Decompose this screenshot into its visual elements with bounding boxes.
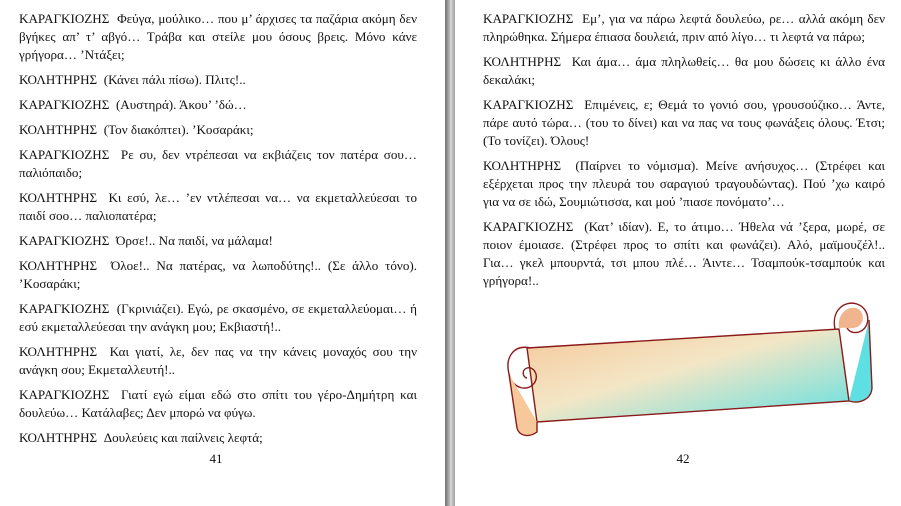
speaker-name: ΚΑΡΑΓΚΙΟΖΗΣ [19,97,110,112]
speaker-name: ΚΑΡΑΓΚΙΟΖΗΣ [19,11,110,26]
page-number: 42 [676,451,690,466]
dialogue-line: Γιατί εγώ είμαι εδώ στο σπίτι του γέρο-Δημήτρη και δουλεύω… Κατάλαβες; Δεν μπορώ να φύγω. [19,387,417,420]
dialogue-paragraph [19,257,417,293]
speaker-name: ΚΑΡΑΓΚΙΟΖΗΣ [19,233,110,248]
right-page-text [483,10,885,297]
speaker-name: ΚΟΛΗΤΗΡΗΣ [483,158,562,173]
dialogue-paragraph [483,10,885,46]
dialogue-line: (Κατ’ ιδίαν). Ε, το άτιμο… Ήθελα νά ’ξερα, μωρέ, σε ποιον έμοιασε. (Στρέφει προς το σπίτι και φωνάζει). Αλό, μαϊμουζέλ!.. Για… γκελ μπουρντά, τσι μπου πλέ… Άιντε… Τσαμπούκ-τσαμπούκ και γρήγορα!.. [483,219,885,288]
dialogue-line: Εμ’, για να πάρω λεφτά δουλεύω, ρε… αλλά ακόμη δεν πληρώθηκα. Σήμερα έπιασα δουλειά, πριν από λίγο… τι λεφτά να πάρω; [483,11,886,44]
dialogue-paragraph [483,53,885,89]
speaker-name: ΚΟΛΗΤΗΡΗΣ [19,258,98,273]
right-page [455,0,901,506]
dialogue-line: Επιμένεις, ε; Θεμά το γονιό σου, γρουσούζικο… Άντε, πάρε αυτό τώρα… (του το δίνει) και να πας να τους φωνάξεις όλους. Έτσι; (Το τονίζει). Όλους! [483,97,886,148]
speaker-name: ΚΟΛΗΤΗΡΗΣ [19,430,98,445]
dialogue-line: (Αυστηρά). Άκου’ ’δώ… [115,97,247,112]
dialogue-line: (Παίρνει το νόμισμα). Μείνε ανήσυχος… (Στρέφει και εξέρχεται προς την πλευρά του σαραγιού τραγουδώντας). Πού ’χω καιρό για να σε ιδώ, Σουμιώτισσα, και μού ’πιασε πονόματο’… [483,158,885,209]
dialogue-paragraph [19,386,417,422]
dialogue-paragraph [19,71,417,89]
dialogue-paragraph [483,96,885,150]
speaker-name: ΚΟΛΗΤΗΡΗΣ [19,190,98,205]
dialogue-line: Ρε συ, δεν ντρέπεσαι να εκβιάζεις τον πατέρα σου… παλιόπαιδο; [19,147,417,180]
speaker-name: ΚΑΡΑΓΚΙΟΖΗΣ [483,219,574,234]
speaker-name: ΚΟΛΗΤΗΡΗΣ [19,72,98,87]
speaker-name: ΚΟΛΗΤΗΡΗΣ [19,122,98,137]
left-page [0,0,445,506]
dialogue-line: Όλοε!.. Να πατέρας, να λωποδύτης!.. (Σε άλλο τόνο). ’Κοσαράκι; [19,258,418,291]
dialogue-line: Και γιατί, λε, δεν πας να την κάνεις μοναχός σου την ανάγκη σου; Εκμεταλλευτή!.. [19,344,417,377]
dialogue-line: (Γκρινιάζει). Εγώ, ρε σκασμένο, σε εκμεταλλεύομαι… ή εσύ εκμεταλλεύεσαι την ανάγκη μου; Εκβιαστή!.. [19,301,417,334]
dialogue-line: Όρσε!.. Να παιδί, να μάλαμα! [115,233,273,248]
dialogue-paragraph [19,189,417,225]
dialogue-line: (Τον διακόπτει). ’Κοσαράκι; [103,122,254,137]
speaker-name: ΚΟΛΗΤΗΡΗΣ [483,54,562,69]
dialogue-paragraph [19,96,417,114]
dialogue-paragraph [19,343,417,379]
dialogue-paragraph [483,157,885,211]
speaker-name: ΚΑΡΑΓΚΙΟΖΗΣ [483,97,574,112]
speaker-name: ΚΑΡΑΓΚΙΟΖΗΣ [19,301,110,316]
dialogue-line: Δουλεύεις και παίλνεις λεφτά; [103,430,263,445]
speaker-name: ΚΑΡΑΓΚΙΟΖΗΣ [483,11,574,26]
book-spine-gutter [445,0,455,506]
page-number: 41 [209,451,223,466]
scroll-banner-shapes [508,303,872,435]
dialogue-paragraph [19,10,417,64]
speaker-name: ΚΑΡΑΓΚΙΟΖΗΣ [19,387,110,402]
dialogue-line: Και άμα… άμα πληλωθείς… θα μου δώσεις κι άλλο ένα δεκαλάκι; [483,54,886,87]
dialogue-paragraph [19,121,417,139]
dialogue-paragraph [19,146,417,182]
dialogue-line: (Κάνει πάλι πίσω). Πλιτς!.. [103,72,246,87]
scroll-banner-top-curl-fill [839,308,863,329]
dialogue-paragraph [19,232,417,250]
dialogue-paragraph [483,218,885,290]
dialogue-line: Κι εσύ, λε… ’εν ντλέπεσαι να… να εκμεταλλεύεσαι το παιδί σοο… παλιοπατέρα; [19,190,418,223]
scroll-banner-body [527,329,849,422]
scroll-banner-image [499,296,874,438]
dialogue-paragraph [19,300,417,336]
speaker-name: ΚΑΡΑΓΚΙΟΖΗΣ [19,147,110,162]
dialogue-paragraph [19,429,417,447]
speaker-name: ΚΟΛΗΤΗΡΗΣ [19,344,98,359]
dialogue-line: Φεύγα, μούλικο… που μ’ άρχισες τα παζάρια ακόμη δεν βγήκες απ’ τ’ αβγό… Τράβα και στείλε μου όσους βρεις. Μόνο κάνε γρήγορα… ’Ντάξει; [19,11,417,62]
left-page-text [19,10,417,454]
